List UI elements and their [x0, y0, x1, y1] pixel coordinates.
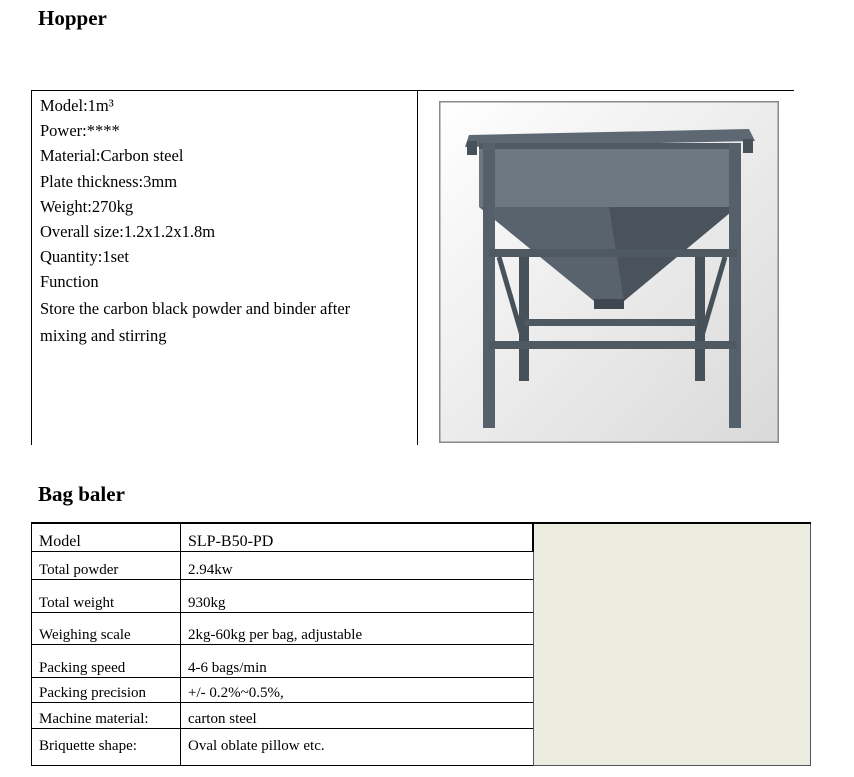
hopper-heading: Hopper	[38, 6, 107, 30]
spec-weight: Weight:270kg	[40, 196, 134, 216]
bag-baler-table	[31, 522, 811, 766]
row-label: Packing speed	[32, 644, 181, 677]
spec-function-text: Store the carbon black powder and binder after mixing and stirring	[40, 298, 351, 345]
row-label: Weighing scale	[32, 612, 181, 644]
bag-baler-heading: Bag baler	[38, 482, 125, 506]
row-value: Oval oblate pillow etc.	[181, 728, 534, 765]
bag-baler-image-placeholder	[533, 523, 811, 765]
hopper-spec-cell	[32, 91, 418, 446]
row-label: Total powder	[32, 551, 181, 579]
row-value: 2.94kw	[181, 551, 534, 579]
row-label: Briquette shape:	[32, 728, 181, 765]
spec-plate-thickness: Plate thickness:3mm	[40, 171, 178, 191]
hopper-photo-icon	[439, 101, 779, 443]
spec-power: Power:****	[40, 121, 120, 141]
row-value: 930kg	[181, 579, 534, 612]
row-label: Machine material:	[32, 702, 181, 728]
row-value: carton steel	[181, 702, 534, 728]
row-value: 4-6 bags/min	[181, 644, 534, 677]
spec-function-label: Function	[40, 272, 99, 292]
row-label: Model	[32, 523, 181, 551]
spec-model: Model:1m³	[40, 96, 114, 115]
row-label: Packing precision	[32, 677, 181, 702]
hopper-image-cell	[418, 91, 795, 446]
spec-overall-size: Overall size:1.2x1.2x1.8m	[40, 222, 216, 242]
spec-material: Material:Carbon steel	[40, 146, 184, 166]
spec-quantity: Quantity:1set	[40, 247, 129, 267]
row-label: Total weight	[32, 579, 181, 612]
table-row	[32, 523, 811, 551]
row-value: +/- 0.2%~0.5%,	[181, 677, 534, 702]
row-value: 2kg-60kg per bag, adjustable	[181, 612, 534, 644]
hopper-table	[31, 90, 794, 445]
row-value: SLP-B50-PD	[181, 523, 534, 551]
